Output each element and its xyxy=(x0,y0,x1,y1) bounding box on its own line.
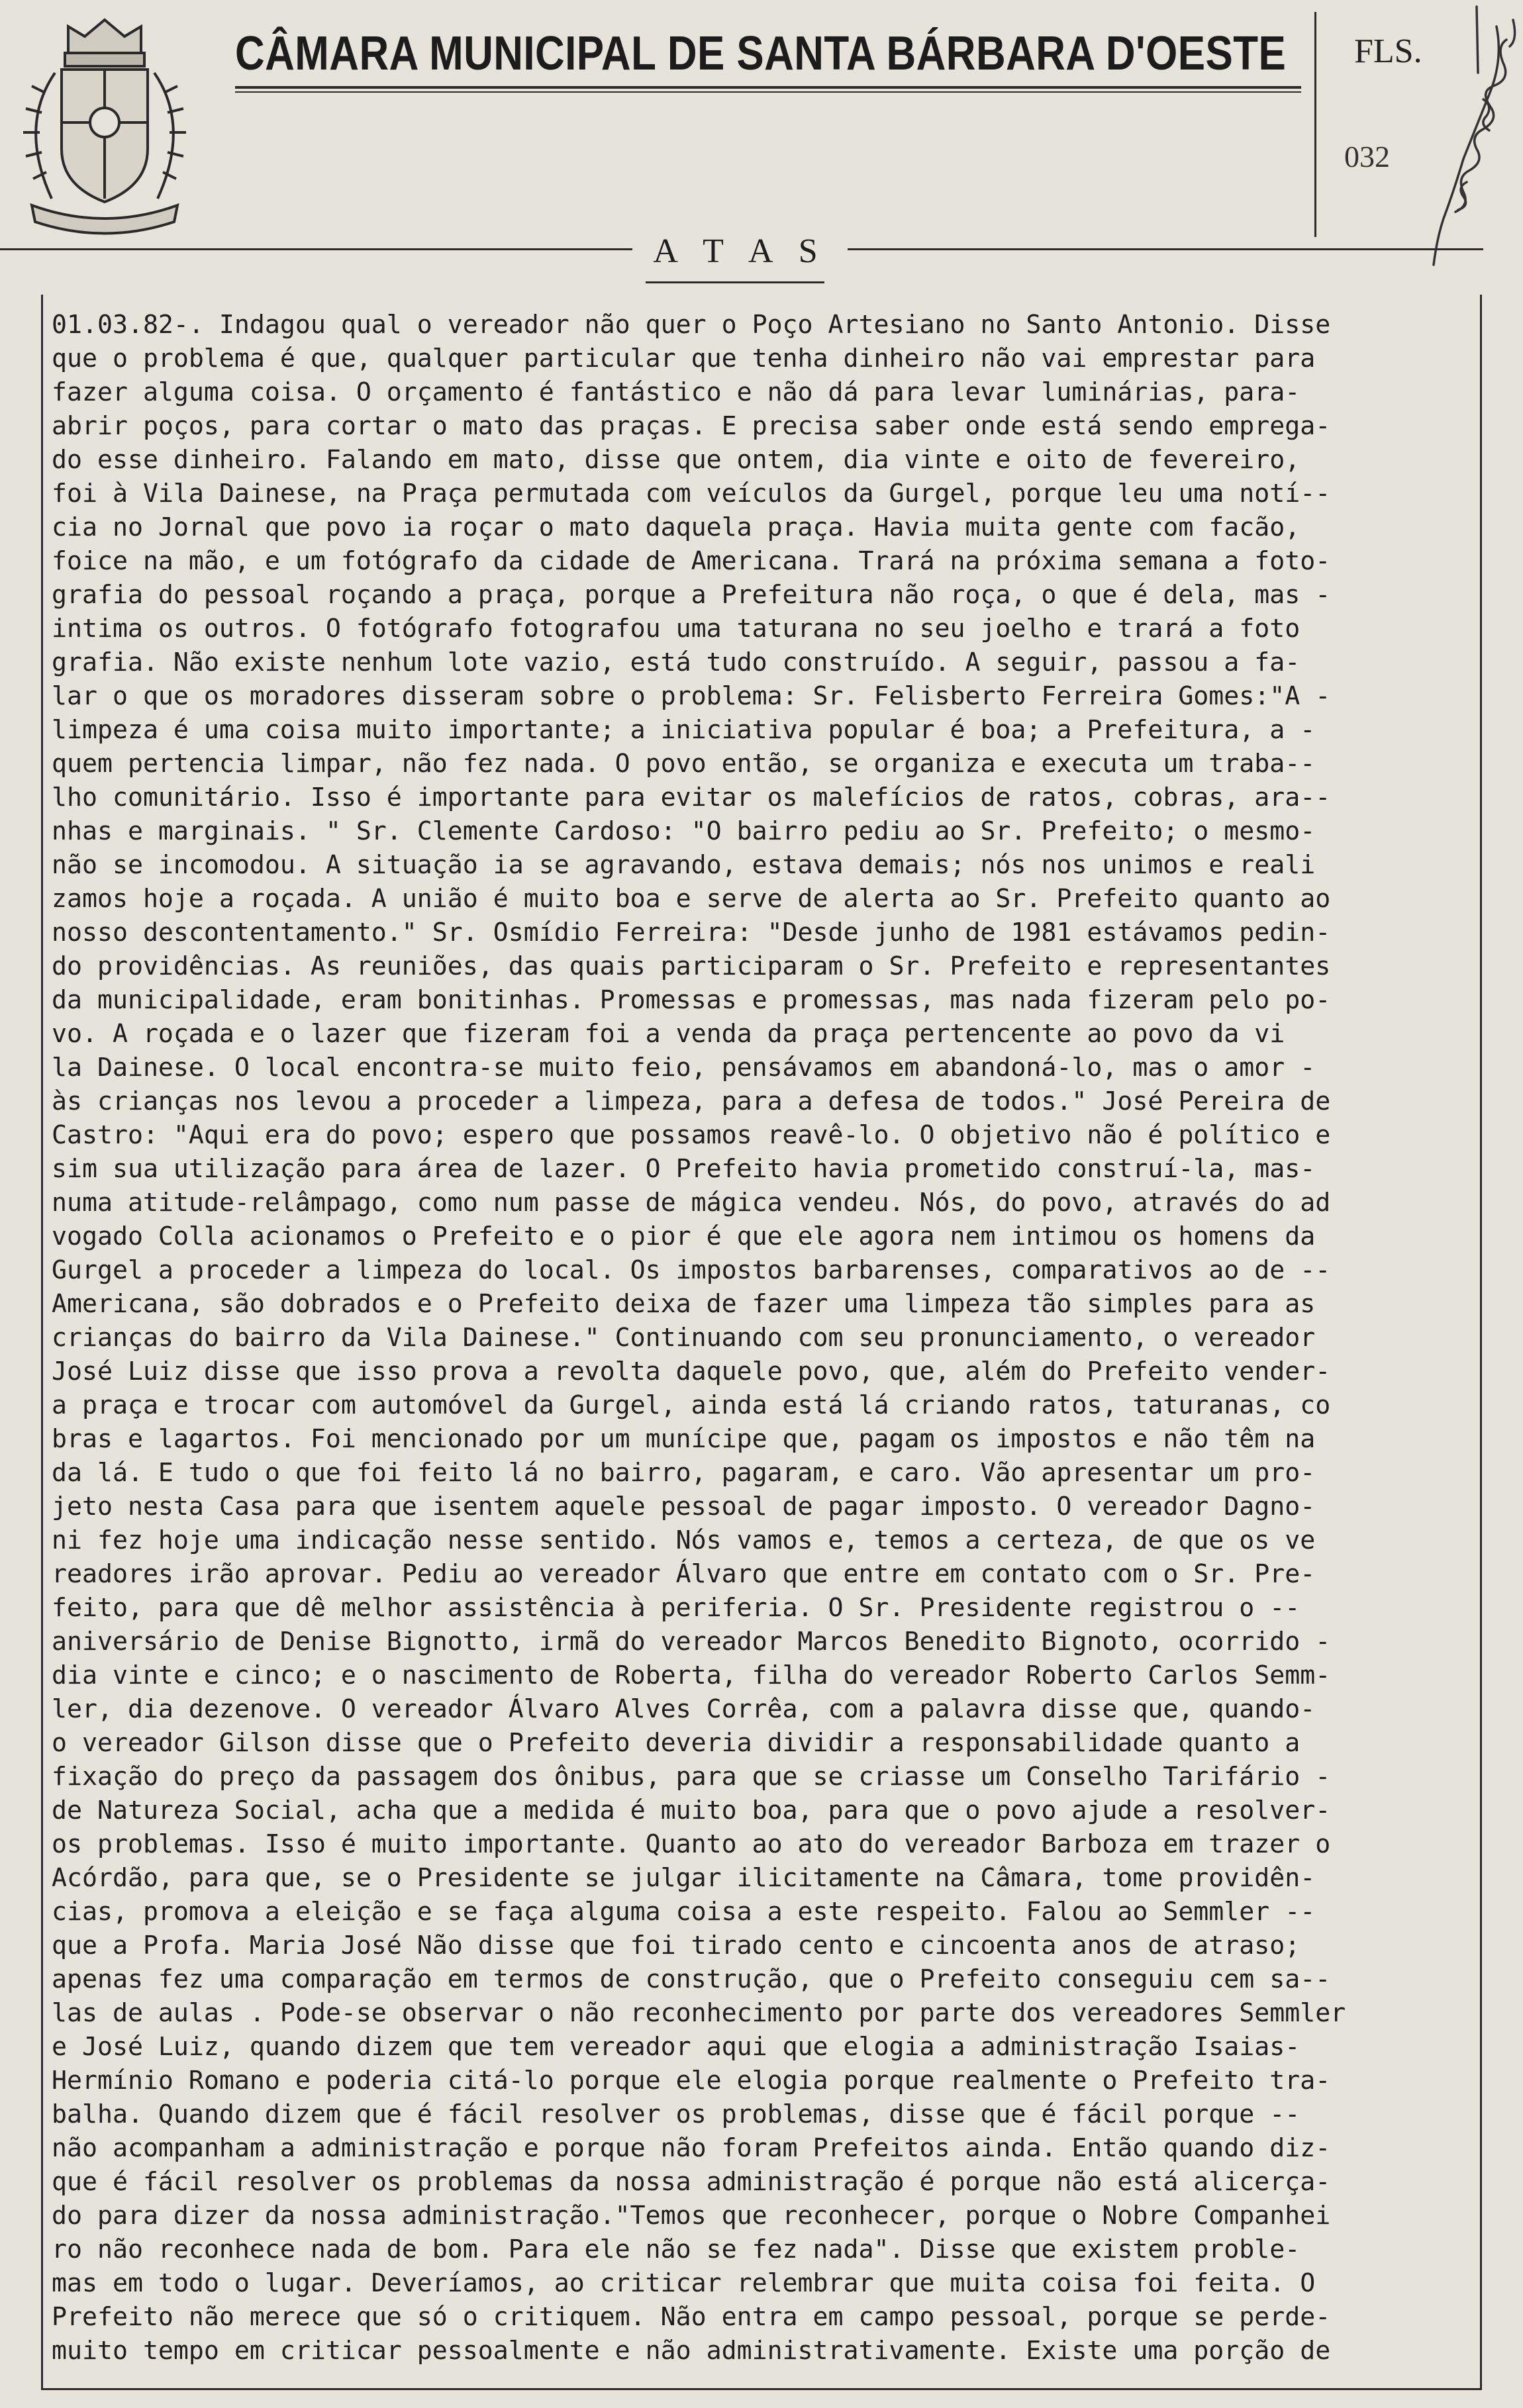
minutes-line: que a Profa. Maria José Não disse que foi tirado cento e cincoenta anos de atraso; xyxy=(52,1931,1301,1960)
minutes-line: zamos hoje a roçada. A união é muito boa e serve de alerta ao Sr. Prefeito quanto ao xyxy=(52,885,1331,914)
minutes-line: abrir poços, para cortar o mato das praças. E precisa saber onde está sendo emprega- xyxy=(52,412,1331,441)
minutes-line: vogado Colla acionamos o Prefeito e o pior é que ele agora nem intimou os homens da xyxy=(52,1222,1316,1251)
minutes-line: fazer alguma coisa. O orçamento é fantástico e não dá para levar luminárias, para- xyxy=(52,378,1301,407)
minutes-line: sim sua utilização para área de lazer. O Prefeito havia prometido construí-la, mas- xyxy=(52,1155,1316,1184)
minutes-line: ro não reconhece nada de bom. Para ele não se fez nada". Disse que existem proble- xyxy=(52,2235,1301,2264)
page-number: 032 xyxy=(1344,140,1390,173)
minutes-line: e José Luiz, quando dizem que tem vereador aqui que elogia a administração Isaias- xyxy=(52,2033,1301,2062)
minutes-line: Prefeito não merece que só o critiquem. Não entra em campo pessoal, porque se perde- xyxy=(52,2303,1331,2332)
minutes-line: Americana, são dobrados e o Prefeito deixa de fazer uma limpeza tão simples para as xyxy=(52,1290,1316,1319)
minutes-line: a praça e trocar com automóvel da Gurgel, ainda está lá criando ratos, taturanas, co xyxy=(52,1391,1331,1420)
minutes-line: José Luiz disse que isso prova a revolta daquele povo, que, além do Prefeito vender- xyxy=(52,1357,1331,1386)
minutes-line: intima os outros. O fotógrafo fotografou uma taturana no seu joelho e trará a foto xyxy=(52,614,1301,644)
minutes-line: jeto nesta Casa para que isentem aquele pessoal de pagar imposto. O vereador Dagno- xyxy=(52,1492,1316,1521)
minutes-line: do providências. As reuniões, das quais participaram o Sr. Prefeito e representantes xyxy=(52,952,1331,981)
minutes-line: muito tempo em criticar pessoalmente e não administrativamente. Existe uma porção de xyxy=(52,2336,1331,2366)
minutes-line: crianças do bairro da Vila Dainese." Continuando com seu pronunciamento, o vereador xyxy=(52,1324,1316,1353)
minutes-line: lho comunitário. Isso é importante para evitar os malefícios de ratos, cobras, ara-- xyxy=(52,783,1331,812)
minutes-line: fixação do preço da passagem dos ônibus, para que se criasse um Conselho Tarifário - xyxy=(52,1762,1331,1792)
minutes-body xyxy=(52,309,1475,2368)
minutes-line: não acompanham a administração e porque não foram Prefeitos ainda. Então quando diz- xyxy=(52,2134,1331,2163)
minutes-line: foi à Vila Dainese, na Praça permutada com veículos da Gurgel, porque leu uma notí-- xyxy=(52,479,1331,508)
section-title-underline xyxy=(646,281,824,283)
minutes-line: balha. Quando dizem que é fácil resolver os problemas, disse que é fácil porque -- xyxy=(52,2100,1301,2129)
header-rule xyxy=(235,86,1301,89)
minutes-line: de Natureza Social, acha que a medida é muito boa, para que o povo ajude a resolver- xyxy=(52,1796,1331,1825)
municipal-crest-emblem xyxy=(5,7,204,245)
institution-name-heading: CÂMARA MUNICIPAL DE SANTA BÁRBARA D'OESTE xyxy=(235,27,1287,80)
minutes-line: cia no Jornal que povo ia roçar o mato daquela praça. Havia muita gente com facão, xyxy=(52,513,1301,542)
minutes-line: foice na mão, e um fotógrafo da cidade de Americana. Trará na próxima semana a foto- xyxy=(52,547,1331,576)
minutes-line: 01.03.82-. Indagou qual o vereador não quer o Poço Artesiano no Santo Antonio. Disse xyxy=(52,311,1331,340)
minutes-line: la Dainese. O local encontra-se muito feio, pensávamos em abandoná-lo, mas o amor - xyxy=(52,1053,1316,1083)
section-rule-left xyxy=(0,248,632,250)
minutes-line: não se incomodou. A situação ia se agravando, estava demais; nós nos unimos e reali xyxy=(52,851,1316,880)
minutes-line: Castro: "Aqui era do povo; espero que possamos reavê-lo. O objetivo não é político e xyxy=(52,1121,1331,1150)
minutes-line: Hermínio Romano e poderia citá-lo porque ele elogia porque realmente o Prefeito tra- xyxy=(52,2066,1331,2095)
minutes-line: da lá. E tudo o que foi feito lá no bairro, pagaram, e caro. Vão apresentar um pro- xyxy=(52,1459,1316,1488)
minutes-line: quem pertencia limpar, não fez nada. O povo então, se organiza e executa um traba-- xyxy=(52,749,1316,779)
minutes-line: mas em todo o lugar. Deveríamos, ao criticar relembrar que muita coisa foi feita. O xyxy=(52,2269,1316,2298)
minutes-line: Acórdão, para que, se o Presidente se julgar ilicitamente na Câmara, tome providên- xyxy=(52,1864,1316,1893)
minutes-line: os problemas. Isso é muito importante. Quanto ao ato do vereador Barboza em trazer o xyxy=(52,1830,1331,1859)
minutes-line: ler, dia dezenove. O vereador Álvaro Alves Corrêa, com a palavra disse que, quando- xyxy=(52,1695,1316,1724)
minutes-line: vo. A roçada e o lazer que fizeram foi a venda da praça pertencente ao povo da vi xyxy=(52,1020,1285,1049)
minutes-line: Gurgel a proceder a limpeza do local. Os impostos barbarenses, comparativos ao de -- xyxy=(52,1256,1331,1285)
minutes-line: o vereador Gilson disse que o Prefeito deveria dividir a responsabilidade quanto a xyxy=(52,1729,1301,1758)
minutes-line: que é fácil resolver os problemas da nossa administração é porque não está alicerça- xyxy=(52,2168,1331,2197)
minutes-line: da municipalidade, eram bonitinhas. Promessas e promessas, mas nada fizeram pelo po- xyxy=(52,986,1331,1015)
minutes-line: numa atitude-relâmpago, como num passe de mágica vendeu. Nós, do povo, através do ad xyxy=(52,1188,1331,1218)
minutes-line: readores irão aprovar. Pediu ao vereador Álvaro que entre em contato com o Sr. Pre- xyxy=(52,1560,1316,1589)
minutes-line: dia vinte e cinco; e o nascimento de Roberta, filha do vereador Roberto Carlos Semm- xyxy=(52,1661,1331,1690)
folio-label: FLS. xyxy=(1354,32,1422,70)
minutes-line: feito, para que dê melhor assistência à periferia. O Sr. Presidente registrou o -- xyxy=(52,1594,1301,1623)
minutes-line: apenas fez uma comparação em termos de construção, que o Prefeito conseguiu cem sa-- xyxy=(52,1965,1331,1994)
minutes-line: do esse dinheiro. Falando em mato, disse que ontem, dia vinte e oito de fevereiro, xyxy=(52,446,1301,475)
minutes-line: bras e lagartos. Foi mencionado por um munícipe que, pagam os impostos e não têm na xyxy=(52,1425,1316,1454)
section-rule-right xyxy=(848,248,1483,250)
header-rule-thin xyxy=(235,91,1301,93)
folio-box-divider xyxy=(1314,12,1316,237)
minutes-line: às crianças nos levou a proceder a limpeza, para a defesa de todos." José Pereira de xyxy=(52,1087,1331,1116)
minutes-line: grafia do pessoal roçando a praça, porque a Prefeitura não roça, o que é dela, mas - xyxy=(52,581,1331,610)
handwritten-signature xyxy=(1397,0,1523,278)
minutes-line: cias, promova a eleição e se faça alguma coisa a este respeito. Falou ao Semmler -- xyxy=(52,1898,1316,1927)
minutes-line: que o problema é que, qualquer particular que tenha dinheiro não vai emprestar para xyxy=(52,344,1316,373)
minutes-line: limpeza é uma coisa muito importante; a iniciativa popular é boa; a Prefeitura, a - xyxy=(52,716,1316,745)
minutes-line: lar o que os moradores disseram sobre o problema: Sr. Felisberto Ferreira Gomes:"A - xyxy=(52,682,1331,711)
minutes-line: nhas e marginais. " Sr. Clemente Cardoso: "O bairro pediu ao Sr. Prefeito; o mesmo- xyxy=(52,817,1316,846)
minutes-line: aniversário de Denise Bignotto, irmã do vereador Marcos Benedito Bignoto, ocorrido - xyxy=(52,1627,1331,1657)
minutes-line: nosso descontentamento." Sr. Osmídio Ferreira: "Desde junho de 1981 estávamos pedin- xyxy=(52,918,1331,947)
minutes-line: grafia. Não existe nenhum lote vazio, está tudo construído. A seguir, passou a fa- xyxy=(52,648,1301,677)
minutes-line: ni fez hoje uma indicação nesse sentido. Nós vamos e, temos a certeza, de que os ve xyxy=(52,1526,1316,1555)
section-title: A T A S xyxy=(653,232,827,270)
minutes-line: las de aulas . Pode-se observar o não reconhecimento por parte dos vereadores Semmler xyxy=(52,1999,1346,2028)
minutes-line: do para dizer da nossa administração."Temos que reconhecer, porque o Nobre Companhei xyxy=(52,2201,1331,2231)
